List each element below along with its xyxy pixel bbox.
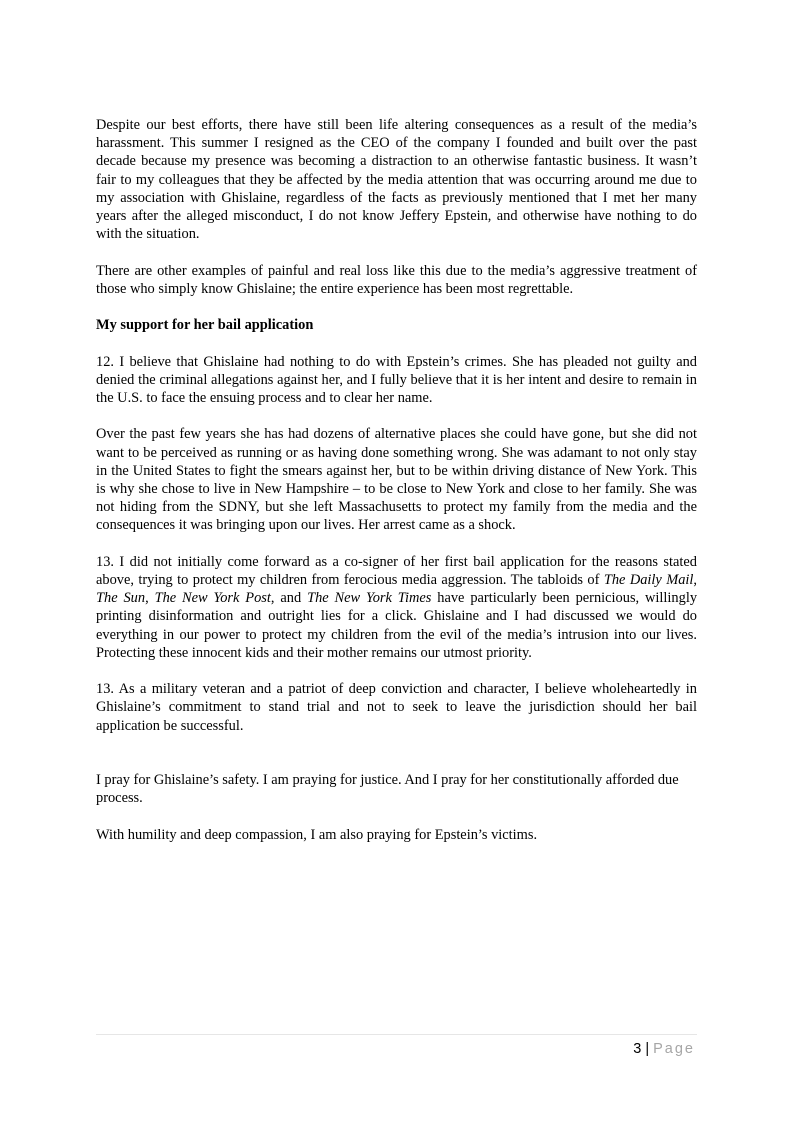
paragraph-12: 12. I believe that Ghislaine had nothing to do with Epstein’s crimes. She has pleaded not guilty and denied the criminal allegations against her, and I fully believe that it is her intent and desire to remain in the U.S. to face the ensuing process and to clear her name. [96, 353, 697, 406]
footer-separator: | [645, 1041, 650, 1057]
publication-separator: , [145, 590, 155, 607]
publication-separator: , [693, 572, 697, 588]
paragraph-prayer: I pray for Ghislaine’s safety. I am praying for justice. And I pray for her constitutionally afforded due process. [96, 772, 679, 807]
paragraph-other-examples: There are other examples of painful and real loss like this due to the media’s aggressive treatment of those who simply know Ghislaine; the entire experience has been most regrettable. [96, 262, 697, 297]
section-heading: My support for her bail application [96, 317, 314, 334]
publication-daily-mail: The Daily Mail [603, 572, 694, 588]
paragraph-past-few-years: Over the past few years she has had dozens of alternative places she could have gone, but she did not want to be perceived as running or as having done something wrong. She was adamant to not only stay in the United States to fight the smears against her, but to be within driving distance of New York. This is why she chose to live in New Hampshire – to be close to New York and close to her family. She was not hiding from the SDNY, but she left Massachusetts to protect my family from the media and the consequences it was bringing upon our lives. Her arrest came as a shock. [96, 426, 697, 534]
page-label: Page [653, 1041, 695, 1057]
paragraph-13-veteran: 13. As a military veteran and a patriot of deep conviction and character, I believe wholeheartedly in Ghislaine’s commitment to stand trial and not to seek to leave the jurisdiction should her bail application be successful. [96, 681, 697, 734]
footer-divider [96, 1034, 697, 1035]
blank-line [96, 753, 697, 771]
publication-the-sun: The Sun [96, 590, 146, 607]
publication-separator: , and [270, 590, 308, 607]
paragraph-13-cosigner [96, 553, 697, 662]
paragraph-13-intro: 13. I did not initially come forward as a co-signer of her first bail application for the reasons stated above, trying to protect my children from ferocious media aggression. The tabloids of [96, 553, 697, 588]
page-number: 3 [633, 1041, 642, 1057]
paragraph-13-rest: have particularly been pernicious, willingly printing disinformation and outright lies for a click. Ghislaine and I had discussed we would do everything in our power to protect my children from the evil of the media’s intrusion into our lives. Protecting these innocent kids and their mother remains our utmost priority. [96, 590, 698, 661]
publication-ny-post: The New York Post [154, 590, 271, 607]
publication-ny-times: The New York Times [307, 590, 432, 607]
document-body [96, 116, 697, 862]
page-footer [633, 1040, 695, 1058]
paragraph-consequences: Despite our best efforts, there have still been life altering consequences as a result of the media’s harassment. This summer I resigned as the CEO of the company I founded and built over the past decade because my presence was becoming a distraction to an otherwise fantastic business. It wasn’t fair to my colleagues that they be affected by the media attention that was occurring around me due to my association with Ghislaine, regardless of the facts as previously mentioned that I met her many years after the alleged misconduct, I do not know Jeffery Epstein, and otherwise have nothing to do with the situation. [96, 117, 697, 243]
paragraph-closing: With humility and deep compassion, I am also praying for Epstein’s victims. [96, 826, 538, 843]
